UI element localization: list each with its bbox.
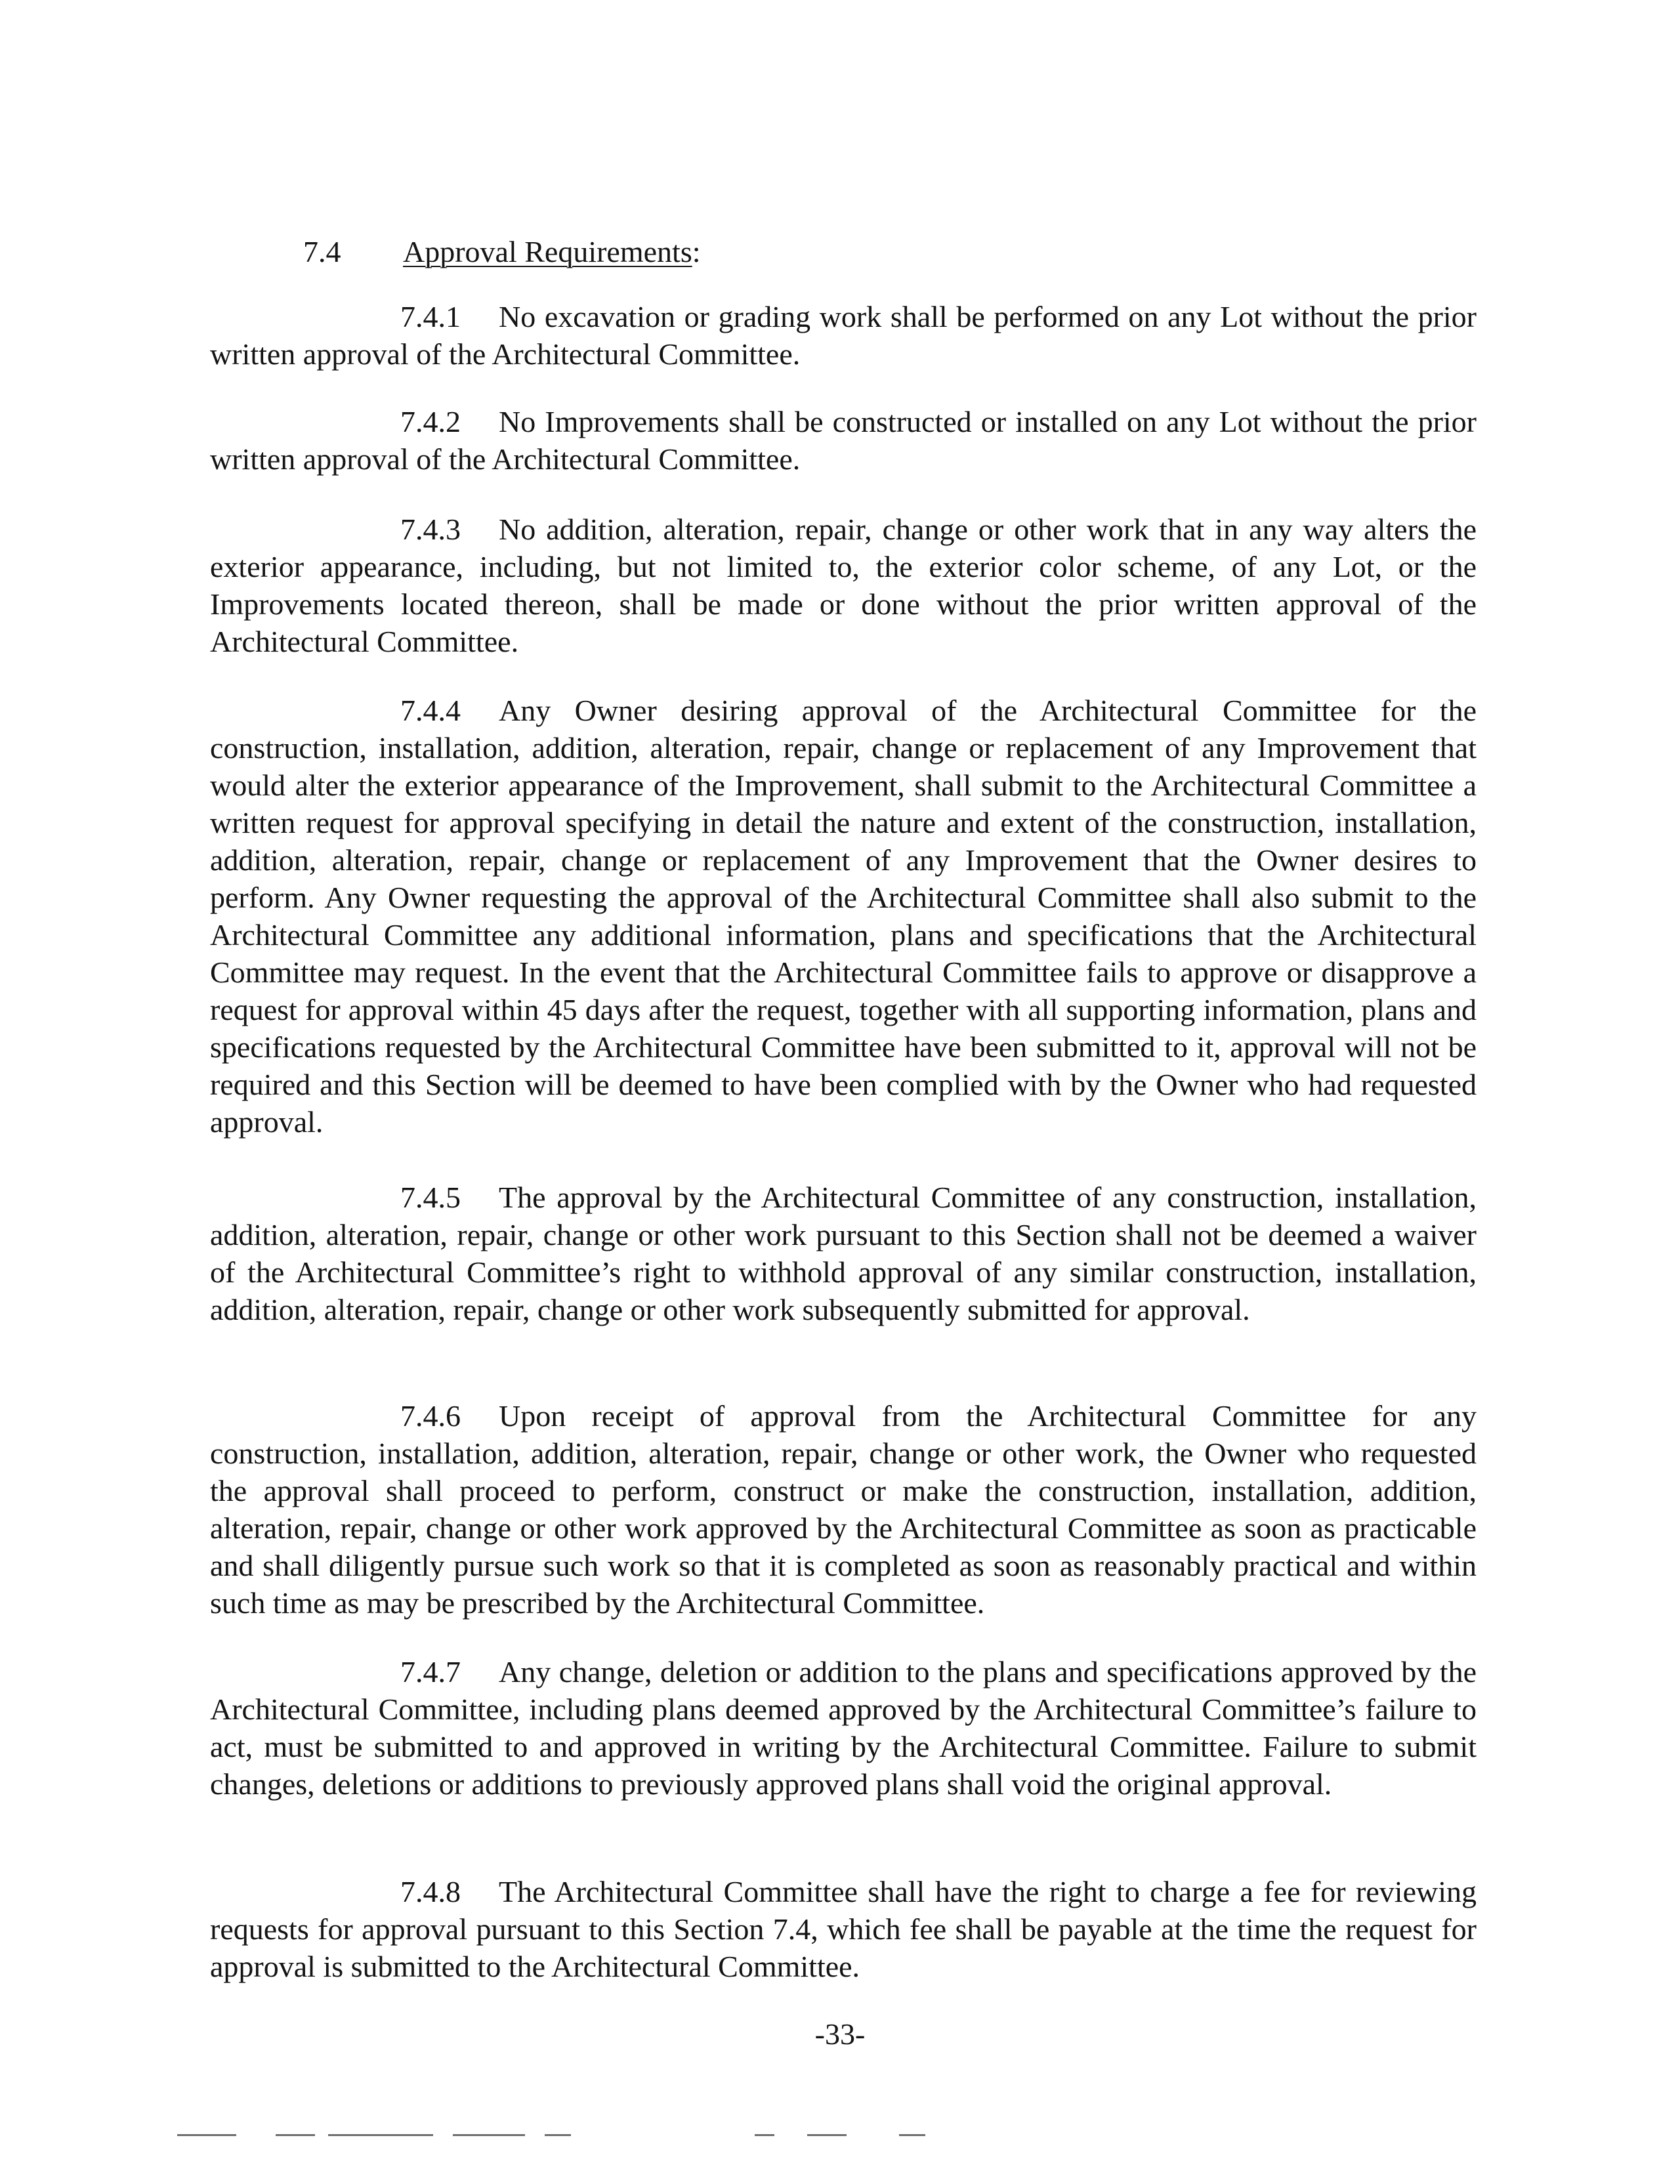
paragraph-number: 7.4.8 xyxy=(400,1875,461,1908)
paragraph-text: The approval by the Architectural Committee of any construction, installation, addition, alteration, repair, change or other work pursuant to this Section shall not be deemed a waiver of the Architectural Committee’s right to withhold approval of any similar construction, installation, addition, alteration, repair, change or other work subsequently submitted for approval. xyxy=(210,1181,1477,1326)
section-number: 7.4 xyxy=(303,235,341,268)
paragraph-7-4-5 xyxy=(210,1179,1477,1328)
paragraph-7-4-2 xyxy=(210,403,1477,478)
paragraph-text: No excavation or grading work shall be performed on any Lot without the prior written approval of the Architectural Committee. xyxy=(210,300,1477,371)
paragraph-7-4-6 xyxy=(210,1397,1477,1622)
paragraph-7-4-3 xyxy=(210,511,1477,660)
page-number: -33- xyxy=(814,2017,866,2051)
paragraph-7-4-8 xyxy=(210,1873,1477,1985)
paragraph-number: 7.4.1 xyxy=(400,300,461,333)
section-heading xyxy=(303,231,701,273)
paragraph-text: Upon receipt of approval from the Architectural Committee for any construction, installation, addition, alteration, repair, change or other work, the Owner who requested the approval shall proceed to perform, construct or make the construction, installation, addition, alteration, repair, change or other work approved by the Architectural Committee as soon as practicable and shall diligently pursue such work so that it is completed as soon as reasonably practical and within such time as may be prescribed by the Architectural Committee. xyxy=(210,1399,1477,1620)
paragraph-text: No Improvements shall be constructed or installed on any Lot without the prior written approval of the Architectural Committee. xyxy=(210,405,1477,476)
paragraph-text: The Architectural Committee shall have the right to charge a fee for reviewing requests for approval pursuant to this Section 7.4, which fee shall be payable at the time the request for approval is submitted to the Architectural Committee. xyxy=(210,1875,1477,1983)
paragraph-number: 7.4.2 xyxy=(400,405,461,438)
section-title-colon: : xyxy=(692,235,701,268)
paragraph-number: 7.4.5 xyxy=(400,1181,461,1214)
paragraph-7-4-7 xyxy=(210,1653,1477,1803)
paragraph-number: 7.4.6 xyxy=(400,1399,461,1433)
paragraph-7-4-4 xyxy=(210,692,1477,1141)
paragraph-text: Any change, deletion or addition to the plans and specifications approved by the Architectural Committee, including plans deemed approved by the Architectural Committee’s failure to act, must be submitted to and approved in writing by the Architectural Committee. Failure to submit changes, deletions or additions to previously approved plans shall void the original approval. xyxy=(210,1655,1477,1801)
paragraph-7-4-1 xyxy=(210,298,1477,373)
paragraph-number: 7.4.7 xyxy=(400,1655,461,1689)
paragraph-number: 7.4.3 xyxy=(400,513,461,546)
paragraph-text: No addition, alteration, repair, change or other work that in any way alters the exterior appearance, including, but not limited to, the exterior color scheme, of any Lot, or the Improvements located thereon, shall be made or done without the prior written approval of the Architectural Committee. xyxy=(210,513,1477,658)
paragraph-number: 7.4.4 xyxy=(400,694,461,727)
paragraph-text: Any Owner desiring approval of the Architectural Committee for the construction, installation, addition, alteration, repair, change or replacement of any Improvement that would alter the exterior appearance of the Improvement, shall submit to the Architectural Committee a written request for approval specifying in detail the nature and extent of the construction, installation, addition, alteration, repair, change or replacement of any Improvement that the Owner desires to perform. Any Owner requesting the approval of the Architectural Committee shall also submit to the Architectural Committee any additional information, plans and specifications that the Architectural Committee may request. In the event that the Architectural Committee fails to approve or disapprove a request for approval within 45 days after the request, together with all supporting information, plans and specifications requested by the Architectural Committee have been submitted to it, approval will not be required and this Section will be deemed to have been complied with by the Owner who had requested approval. xyxy=(210,694,1477,1139)
scan-artifact-marks xyxy=(177,2134,1227,2138)
section-title: Approval Requirements xyxy=(403,235,692,268)
